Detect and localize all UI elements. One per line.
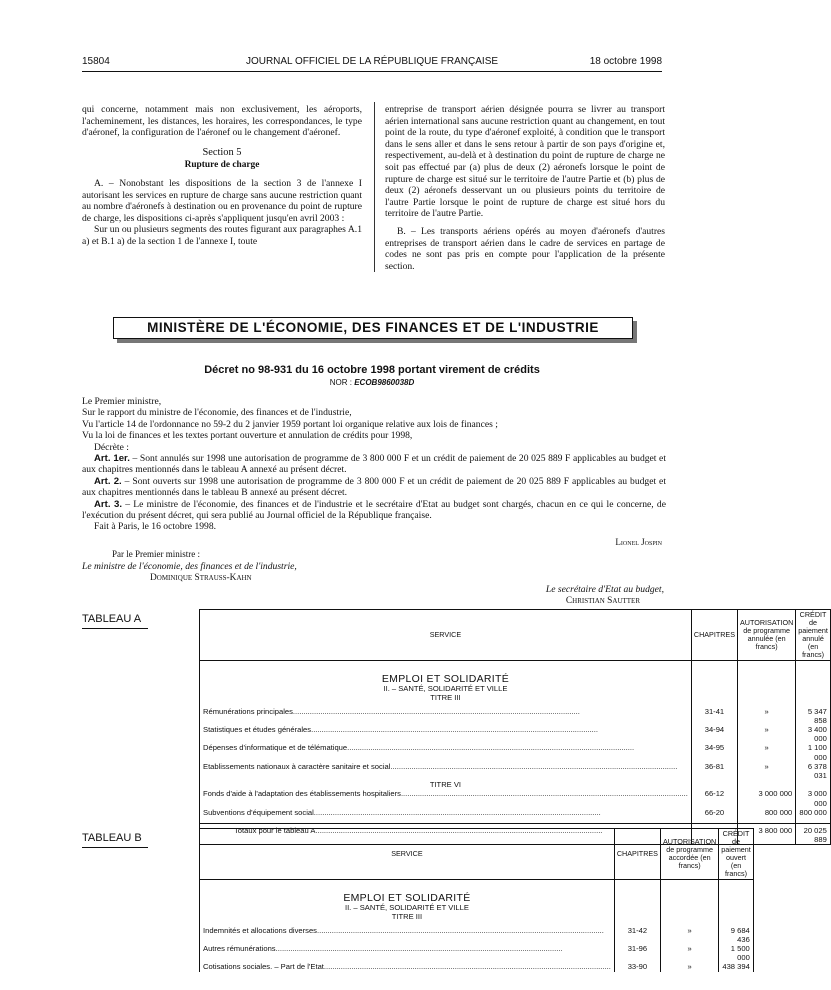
row-service: Fonds d'aide à l'adaptation des établissements hospitaliers [203,789,401,799]
tableau-b [199,828,754,972]
row-credit: 3 000 000 [796,789,831,807]
par-pm: Par le Premier ministre : [112,549,200,559]
preamble-line: Sur le rapport du ministre de l'économie, des finances et de l'industrie, [82,407,352,419]
th-autorisation: AUTORISATION de programme annulée (en francs) [738,610,796,661]
decree-title: Décret no 98-931 du 16 octobre 1998 portant virement de crédits [204,364,540,376]
done-at: Fait à Paris, le 16 octobre 1998. [94,521,217,533]
row-credit: 1 500 000 [719,944,754,962]
article-1 [82,453,666,476]
nor-code: ECOB9860038D [354,378,415,387]
table-row [200,944,754,962]
row-service: Etablissements nationaux à caractère sanitaire et social [203,761,391,771]
tableau-a [199,609,831,845]
row-credit: 5 347 858 [796,707,831,725]
table-row [200,808,831,817]
ministry-banner: MINISTÈRE DE L'ÉCONOMIE, DES FINANCES ET DE L'INDUSTRIE [113,317,633,339]
tableau-a-ministry: EMPLOI ET SOLIDARITÉ [200,661,692,685]
nor-label: NOR : [329,378,352,387]
preamble-line: Vu la loi de finances et les textes portant ouverture et annulation de crédits pour 1998, [82,430,413,442]
row-service: Indemnités et allocations diverses [203,925,317,935]
row-credit: 3 400 000 [796,725,831,743]
row-credit: 6 378 031 [796,762,831,780]
row-credit: 9 684 436 [719,926,754,944]
row-service: Rémunérations principales [203,706,293,716]
tableau-b-label-rule [82,847,148,848]
intro-right-column [385,104,665,272]
th-autorisation: AUTORISATION de programme accordée (en francs) [660,829,718,880]
tableau-a-label-rule [82,628,148,629]
table-row [200,743,831,761]
row-chapitre: 31-42 [614,926,660,944]
tableau-b-ministry: EMPLOI ET SOLIDARITÉ [200,880,615,904]
row-credit: 1 100 000 [796,743,831,761]
row-autorisation: » [738,707,796,725]
row-service: Dépenses d'informatique et de télématique [203,743,348,753]
article-1-label: Art. 1er. [94,453,130,465]
article-1-text: – Sont annulés sur 1998 une autorisation de programme de 3 800 000 F et un crédit de paiement de 20 025 889 F applicables au budget et aux chapitres mentionnés dans le tableau A annexé au présent décret. [82,453,666,476]
section-subtitle: Rupture de charge [184,160,260,171]
secretary-role: Le secrétaire d'Etat au budget, [545,584,664,595]
intro-right-p1: entreprise de transport aérien désignée pourra se livrer au transport aérien international sans aucune restriction quant au changement, en tout point de la route, du type d'aéronef exploité, à condition que le transport dans le sens aller et dans le sens retour à partir de son pays d'origine et, respectivement, au-delà et à destination du point de rupture de charge ne soit pas effectué par (a) plus de deux (2) aéronefs lorsque le point de rupture de charge est situé sur le territoire de l'autre Partie et (b) plus de deux (2) aéronefs desservant un ou plusieurs points du territoire de l'autre Partie lorsque le point de rupture de charge est situé hors du territoire de l'autre Partie. [385,104,665,220]
journal-title: JOURNAL OFFICIEL DE LA RÉPUBLIQUE FRANÇAISE [245,56,499,67]
article-2-text: – Sont ouverts sur 1998 une autorisation de programme de 3 800 000 F et un crédit de paiement de 20 025 889 F applicables au budget et aux chapitres mentionnés dans le tableau B annexé au présent décret. [82,475,666,499]
decree-nor [82,378,662,387]
tableau-a-label: TABLEAU A [82,613,142,625]
total-label: Totaux pour le tableau A [234,826,316,836]
tableau-b-label: TABLEAU B [82,832,142,844]
tableau-b-titre-iii: TITRE III [200,912,615,925]
row-service: Statistiques et études générales [203,725,312,735]
decree-body [82,396,666,533]
row-chapitre: 31-41 [691,707,737,725]
row-autorisation: » [738,725,796,743]
total-credit: 20 025 889 [796,824,831,845]
row-chapitre: 66-20 [691,808,737,817]
row-service: Autres rémunérations [203,944,276,954]
intro-left-p1: qui concerne, notamment mais non exclusivement, les aéroports, l'acheminement, les distances, les horaires, les correspondances, le type d'aéronef, la configuration de l'aéronef ou le changement d'aéronef. [82,104,362,139]
page-number: 15804 [82,56,110,67]
row-autorisation: » [660,962,718,971]
signature-pm: Lionel Jospin [615,537,662,547]
th-credit: CRÉDIT de paiement annulé (en francs) [796,610,831,661]
intro-left-p2: A. – Nonobstant les dispositions de la section 3 de l'annexe I autorisant les services en rupture de charge sans aucune restriction quant au nombre d'aéronefs à destination ou en provenance du point de rupture de charge, les dispositions ci-après s'appliquent jusqu'en avril 2003 : [82,177,362,224]
row-autorisation: 800 000 [738,808,796,817]
article-3-label: Art. 3. [94,498,123,510]
row-autorisation: » [660,926,718,944]
minister-role: Le ministre de l'économie, des finances et de l'industrie, [82,561,297,572]
article-3 [82,499,666,522]
row-chapitre: 36-81 [691,762,737,780]
row-service: Subventions d'équipement social [203,807,314,817]
row-autorisation: 3 000 000 [738,789,796,807]
table-row [200,707,831,725]
section-title: Section 5 [202,146,242,158]
row-service: Cotisations sociales. – Part de l'Etat [203,962,324,972]
tableau-a-titre-vi: TITRE VI [200,780,692,789]
intro-left-column [82,104,362,248]
tableau-a-subtitle: II. – SANTÉ, SOLIDARITÉ ET VILLE [200,684,692,693]
total-autorisation: 3 800 000 [738,824,796,845]
header-rule [82,71,662,72]
table-row [200,762,831,780]
table-row [200,926,754,944]
table-row [200,725,831,743]
tableau-a-titre-iii: TITRE III [200,693,692,706]
decrete: Décrète : [94,441,129,453]
preamble-line: Vu l'article 14 de l'ordonnance no 59-2 du 2 janvier 1959 portant loi organique relative aux lois de finances ; [82,418,498,430]
row-chapitre: 33-90 [614,962,660,971]
article-2-label: Art. 2. [94,475,122,487]
row-chapitre: 34-94 [691,725,737,743]
column-divider [374,102,375,272]
preamble-line: Le Premier ministre, [82,396,162,407]
row-credit: 800 000 [796,808,831,817]
row-autorisation: » [738,762,796,780]
row-chapitre: 31-96 [614,944,660,962]
intro-left-p3: Sur un ou plusieurs segments des routes figurant aux paragraphes A.1 a) et B.1 a) de la section 1 de l'annexe I, toute [82,224,362,247]
row-autorisation: » [738,743,796,761]
table-row [200,789,831,807]
page-date: 18 octobre 1998 [589,56,662,67]
th-credit: CRÉDIT de paiement ouvert (en francs) [719,829,754,880]
th-chapitres: CHAPITRES [691,610,737,661]
row-chapitre: 34-95 [691,743,737,761]
table-row [200,962,754,971]
minister-name: Dominique Strauss-Kahn [150,573,252,583]
intro-right-p2: B. – Les transports aériens opérés au moyen d'aéronefs d'autres entreprises de transport aérien dans le cadre de services en partage de codes ne sont pas pris en compte pour l'application de la présente section. [385,225,665,272]
th-chapitres: CHAPITRES [614,829,660,880]
th-service: SERVICE [200,610,692,661]
secretary-name: Christian Sautter [565,596,640,606]
article-3-text: – Le ministre de l'économie, des finances et de l'industrie et le secrétaire d'Etat au budget sont chargés, chacun en ce qui le concerne, de l'exécution du présent décret, qui sera publié au Journal officiel de la République française. [82,498,666,522]
tableau-b-subtitle: II. – SANTÉ, SOLIDARITÉ ET VILLE [200,903,615,912]
article-2 [82,476,666,499]
row-credit: 438 394 [719,962,754,971]
row-autorisation: » [660,944,718,962]
row-chapitre: 66-12 [691,789,737,807]
th-service: SERVICE [200,829,615,880]
